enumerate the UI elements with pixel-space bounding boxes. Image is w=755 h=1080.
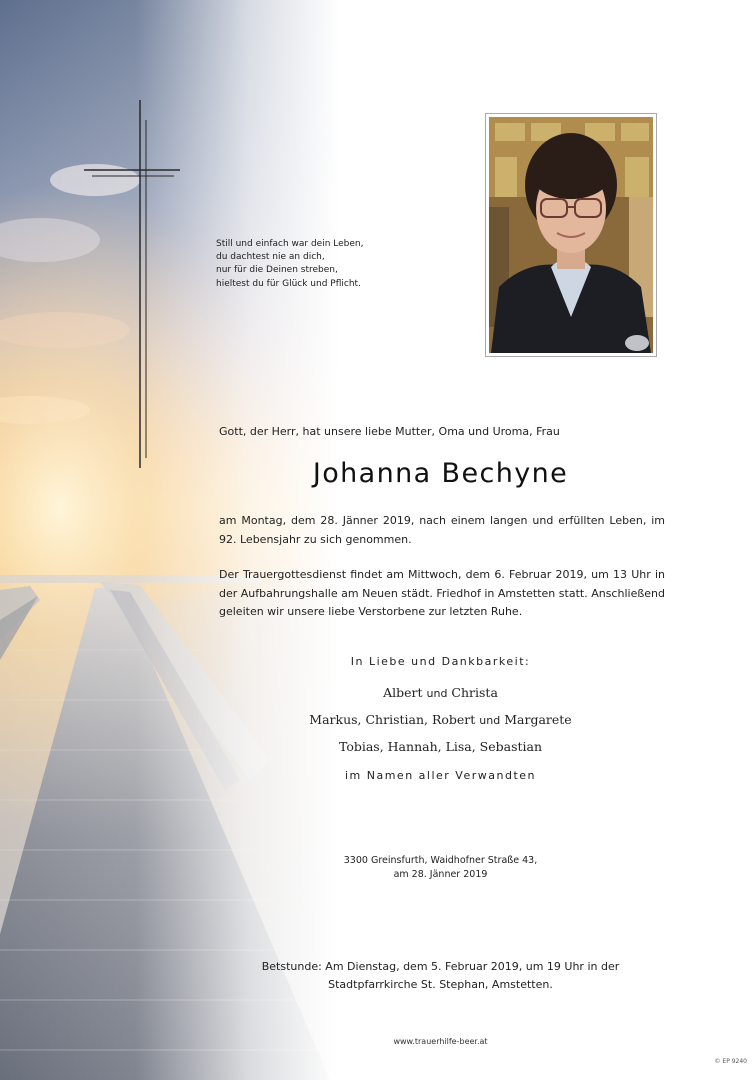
poem-line: nur für die Deinen streben,: [216, 265, 338, 276]
mourner-conjunction: und: [426, 687, 448, 700]
prayer-notice: [219, 958, 662, 993]
mourner-name: Markus, Christian, Robert: [309, 712, 476, 727]
deceased-name: Johanna Bechyne: [312, 458, 569, 489]
address-date: am 28. Jänner 2019: [393, 869, 488, 880]
prayer-line: Stadtpfarrkirche St. Stephan, Amstetten.: [328, 977, 553, 991]
mourner-line: [219, 680, 662, 707]
mourner-name: Christa: [451, 685, 498, 700]
portrait-image: [489, 117, 653, 353]
address-block: [219, 854, 662, 882]
mourner-name: Albert: [383, 685, 423, 700]
mourners-footer: im Namen aller Verwandten: [344, 769, 537, 782]
address-line: 3300 Greinsfurth, Waidhofner Straße 43,: [343, 855, 538, 866]
mourners-block: [219, 655, 662, 782]
mourners-heading: In Liebe und Dankbarkeit:: [350, 655, 531, 668]
intro-text: Gott, der Herr, hat unsere liebe Mutter, Oma und Uroma, Frau: [219, 425, 560, 438]
poem-line: Still und einfach war dein Leben,: [216, 239, 364, 249]
funeral-notice: Der Trauergottesdienst findet am Mittwoch, dem 6. Februar 2019, um 13 Uhr in der Aufbahrungshalle am Neuen städt. Friedhof in Amstetten statt. Anschließend geleiten wir unsere liebe Verstorbene zur letzten Ruhe.: [219, 568, 665, 618]
memorial-poem: [216, 238, 406, 291]
mourner-line: [219, 707, 662, 734]
mourner-name: Margarete: [504, 712, 572, 727]
print-code: © EP 9240: [714, 1058, 747, 1065]
prayer-line: Betstunde: Am Dienstag, dem 5. Februar 2019, um 19 Uhr in der: [261, 960, 620, 973]
poem-line: du dachtest nie an dich,: [216, 252, 325, 263]
mourner-line: Tobias, Hannah, Lisa, Sebastian: [338, 739, 543, 754]
poem-line: hieltest du für Glück und Pflicht.: [216, 278, 361, 289]
death-notice: am Montag, dem 28. Jänner 2019, nach einem langen und erfüllten Leben, im 92. Lebensjahr zu sich genommen.: [219, 514, 665, 546]
website-text: www.trauerhilfe-beer.at: [393, 1037, 488, 1046]
cross-icon: [82, 98, 182, 470]
mourner-conjunction: und: [479, 714, 501, 727]
portrait-photo: [485, 113, 657, 357]
